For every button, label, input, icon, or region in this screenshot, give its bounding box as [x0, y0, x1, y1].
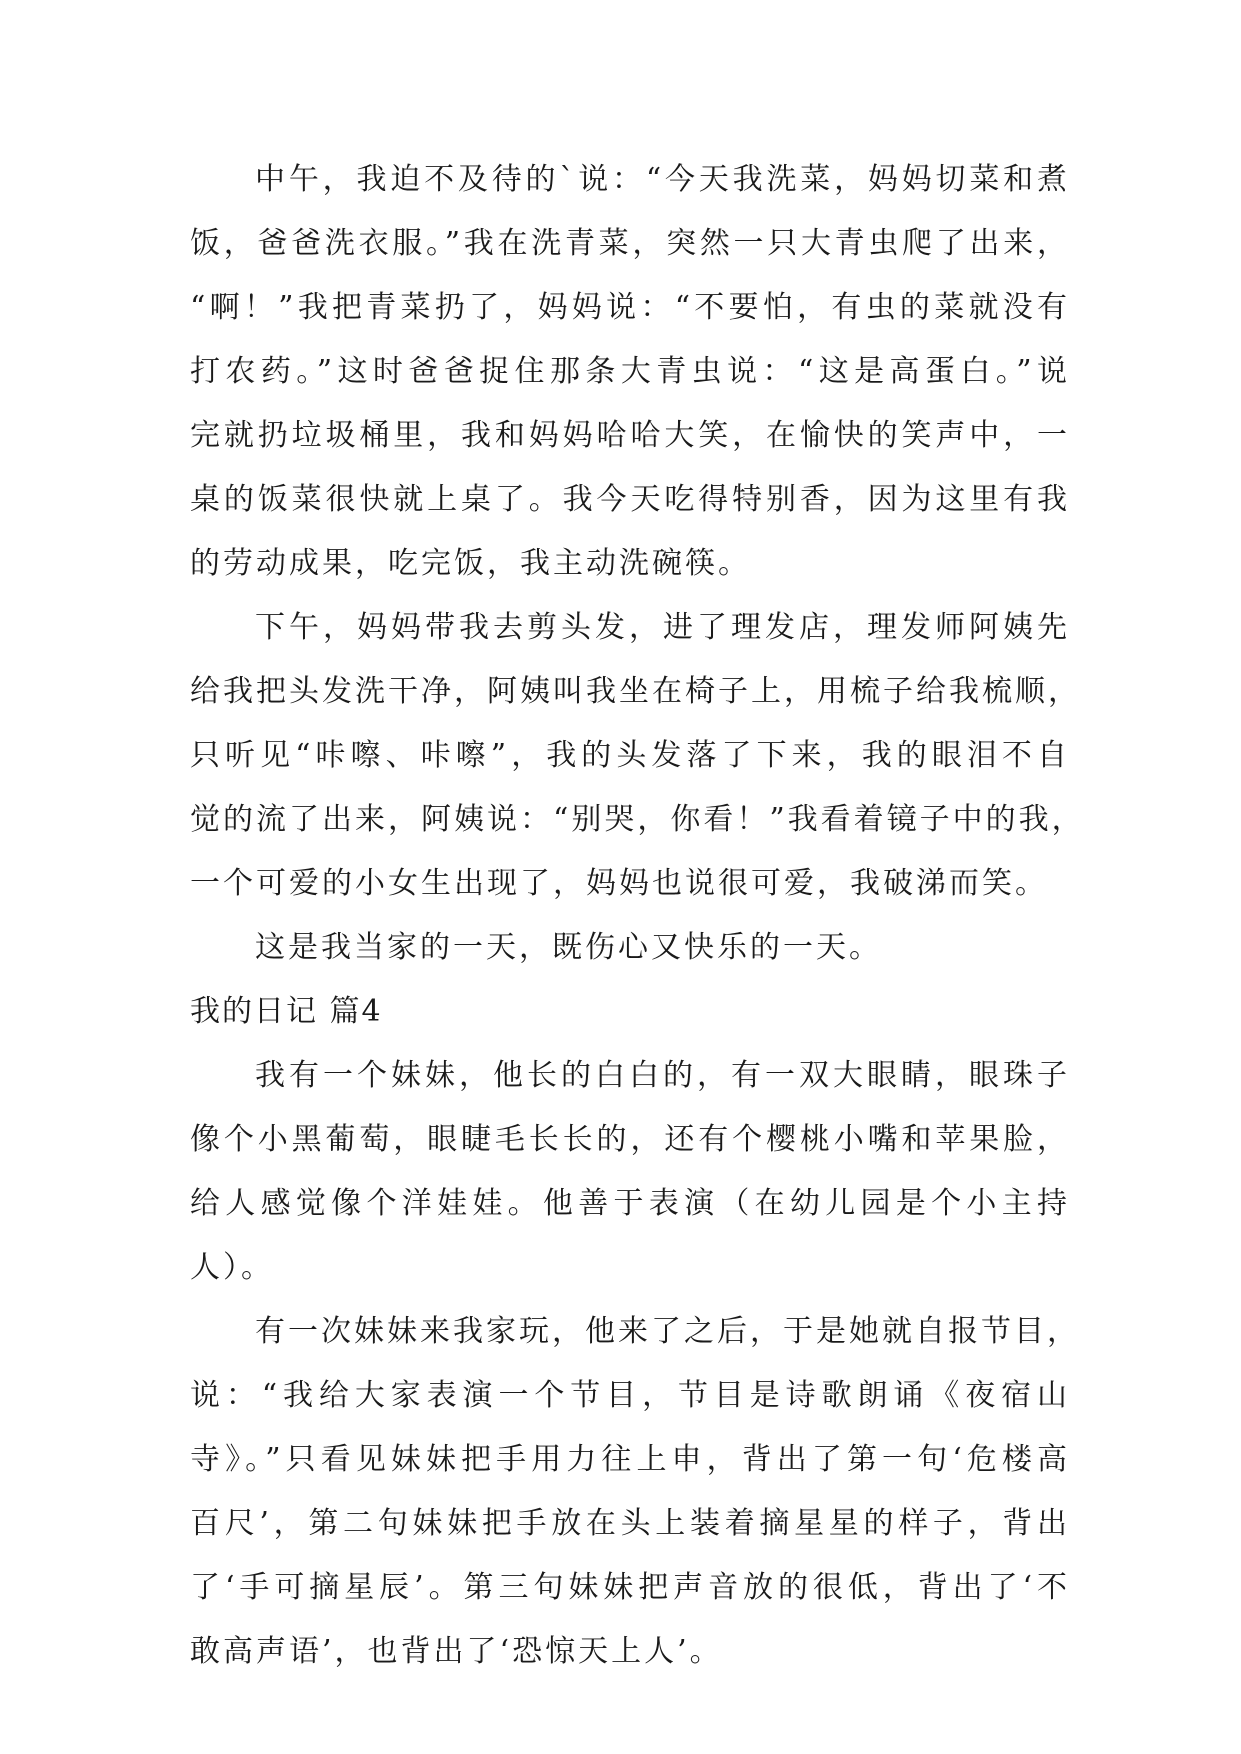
paragraph	[190, 1056, 1070, 1288]
text-line: 有一次妹妹来我家玩，他来了之后，于是她就自报节目，	[255, 1314, 1080, 1349]
text-line: 寺》。”只看见妹妹把手用力往上申，背出了第一句‘危楼高	[190, 1442, 1070, 1477]
text-line: 敢高声语’，也背出了‘恐惊天上人’。	[190, 1634, 723, 1669]
section-heading: 我的日记 篇4	[190, 994, 383, 1029]
text-line: 了‘手可摘星辰’。第三句妹妹把声音放的很低，背出了‘不	[190, 1570, 1070, 1605]
text-line: 百尺’，第二句妹妹把手放在头上装着摘星星的样子，背出	[190, 1506, 1070, 1541]
text-line: 人）。	[190, 1250, 274, 1285]
text-line: 桌的饭菜很快就上桌了。我今天吃得特别香，因为这里有我	[190, 482, 1070, 517]
document-body	[190, 160, 1085, 1696]
text-line: 饭，爸爸洗衣服。”我在洗青菜，突然一只大青虫爬了出来，	[190, 226, 1070, 261]
text-line: 一个可爱的小女生出现了，妈妈也说很可爱，我破涕而笑。	[190, 866, 1048, 901]
text-line: 觉的流了出来，阿姨说：“别哭，你看！”我看着镜子中的我，	[190, 802, 1085, 837]
text-line: 打农药。”这时爸爸捉住那条大青虫说：“这是高蛋白。”说	[190, 354, 1070, 389]
paragraph	[190, 160, 1070, 584]
text-line: 中午，我迫不及待的`说：“今天我洗菜，妈妈切菜和煮	[255, 162, 1070, 197]
paragraph	[190, 608, 1085, 904]
text-line: 说：“我给大家表演一个节目，节目是诗歌朗诵《夜宿山	[190, 1378, 1070, 1413]
text-line: 给人感觉像个洋娃娃。他善于表演（在幼儿园是个小主持	[190, 1186, 1070, 1221]
text-line: 只听见“咔嚓、咔嚓”，我的头发落了下来，我的眼泪不自	[190, 738, 1070, 773]
text-line: 这是我当家的一天，既伤心又快乐的一天。	[255, 930, 882, 965]
paragraph	[190, 1312, 1080, 1672]
text-line: 下午，妈妈带我去剪头发，进了理发店，理发师阿姨先	[255, 610, 1070, 645]
text-line: “啊！”我把青菜扔了，妈妈说：“不要怕，有虫的菜就没有	[190, 290, 1070, 325]
text-line: 我有一个妹妹，他长的白白的，有一双大眼睛，眼珠子	[255, 1058, 1070, 1093]
text-line: 的劳动成果，吃完饭，我主动洗碗筷。	[190, 546, 751, 581]
text-line: 完就扔垃圾桶里，我和妈妈哈哈大笑，在愉快的笑声中，一	[190, 418, 1070, 453]
paragraph	[190, 928, 1070, 968]
text-line: 像个小黑葡萄，眼睫毛长长的，还有个樱桃小嘴和苹果脸，	[190, 1122, 1070, 1157]
text-line: 给我把头发洗干净，阿姨叫我坐在椅子上，用梳子给我梳顺，	[190, 674, 1081, 709]
